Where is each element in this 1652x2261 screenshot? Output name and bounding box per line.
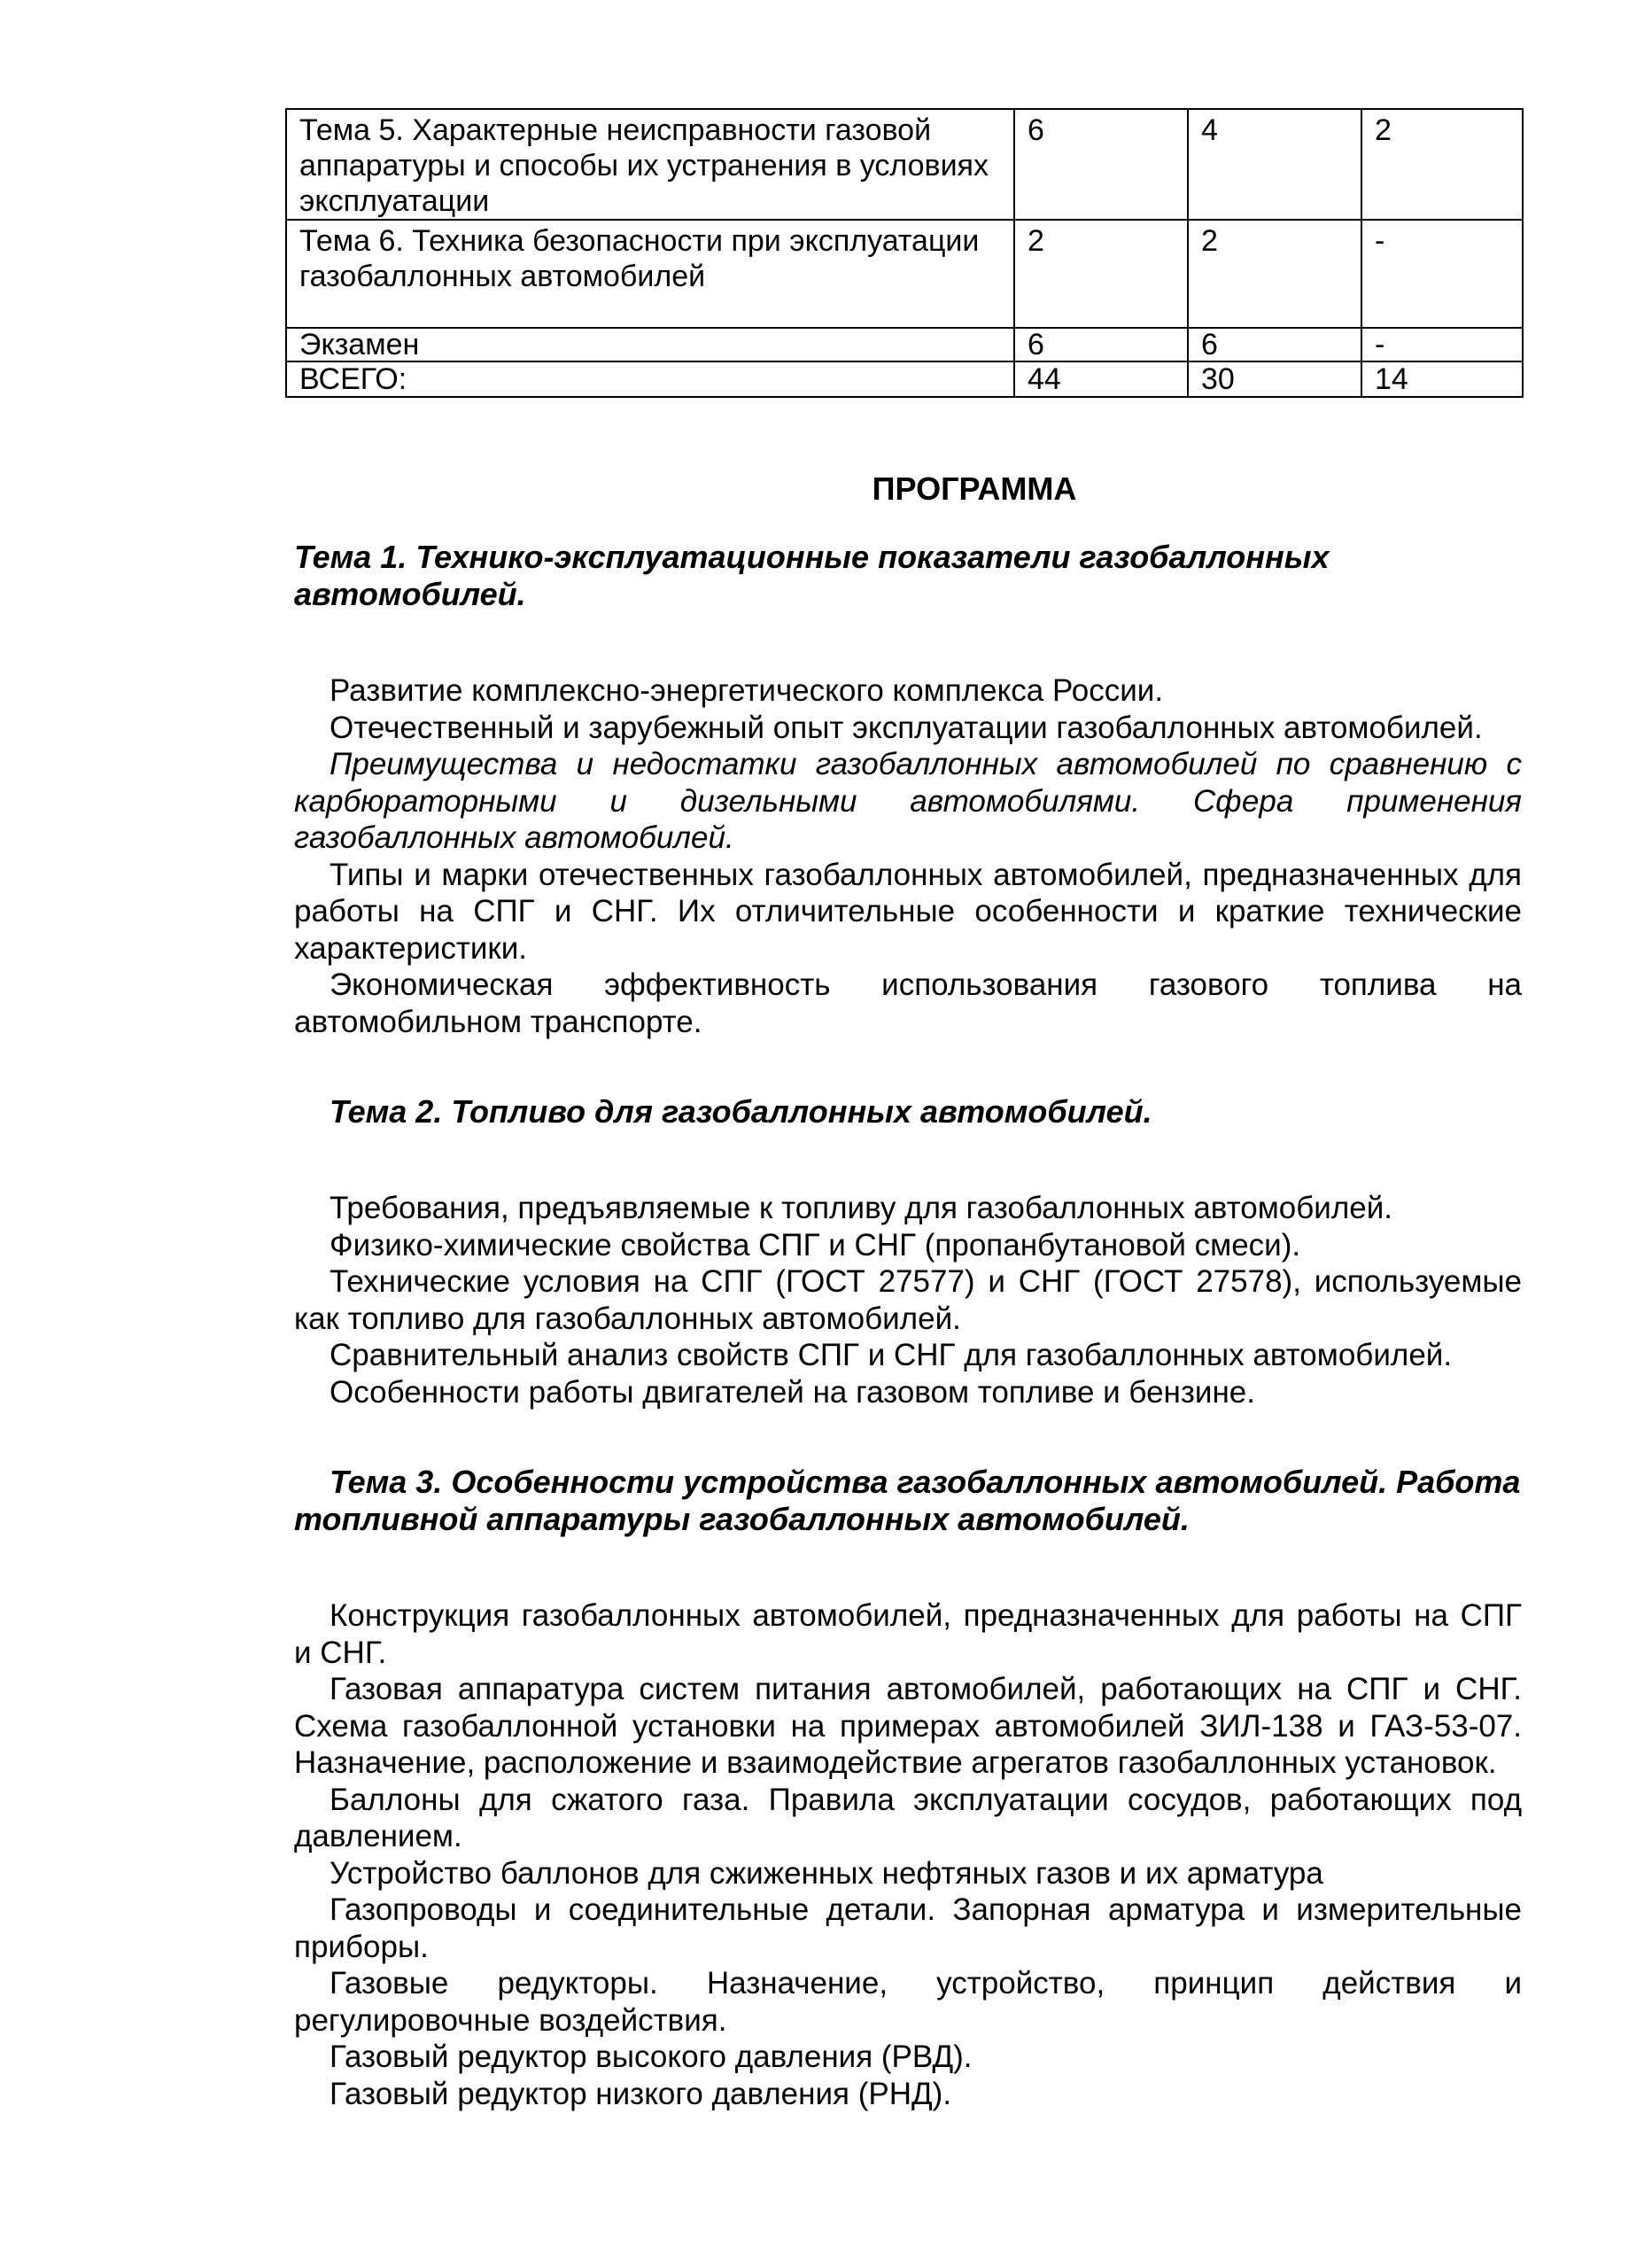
- practice-hours-cell: 14: [1361, 361, 1523, 397]
- paragraph: Сравнительный анализ свойств СПГ и СНГ для газобаллонных автомобилей.: [330, 1338, 1453, 1372]
- paragraph: Преимущества и недостатки газобаллонных автомобилей по сравнению с карбюраторными и дизельными автомобилями. Сфера применения газобаллонных автомобилей.: [294, 747, 1522, 855]
- table-row: [286, 220, 1523, 328]
- paragraph: Экономическая эффективность использования газового топлива на автомобильном транспорте.: [294, 967, 1522, 1039]
- program-body: [294, 539, 1522, 2112]
- paragraph: Особенности работы двигателей на газовом топливе и бензине.: [330, 1374, 1255, 1410]
- table-row: [286, 328, 1523, 361]
- theory-hours-cell: 2: [1188, 220, 1361, 328]
- paragraph: Газовые редукторы. Назначение, устройство, принцип действия и регулировочные воздействия.: [294, 1966, 1522, 2038]
- topic-cell: ВСЕГО:: [286, 361, 1014, 397]
- paragraph: Требования, предъявляемые к топливу для газобаллонных автомобилей.: [330, 1191, 1392, 1225]
- theory-hours-cell: 4: [1188, 109, 1361, 220]
- paragraph: Конструкция газобаллонных автомобилей, предназначенных для работы на СПГ и СНГ.: [294, 1598, 1522, 1670]
- paragraph: Газопроводы и соединительные детали. Запорная арматура и измерительные приборы.: [294, 1892, 1522, 1964]
- theory-hours-cell: 6: [1188, 328, 1361, 361]
- theory-hours-cell: 30: [1188, 361, 1361, 397]
- topic-3-title: Тема 3. Особенности устройства газобаллонных автомобилей. Работа топливной аппаратуры газобаллонных автомобилей.: [294, 1464, 1521, 1537]
- paragraph: Газовый редуктор высокого давления (РВД).: [330, 2040, 973, 2074]
- total-hours-cell: 44: [1014, 361, 1188, 397]
- hours-table: [285, 108, 1524, 398]
- total-hours-cell: 6: [1014, 328, 1188, 361]
- paragraph: Газовый редуктор низкого давления (РНД).: [330, 2076, 952, 2111]
- practice-hours-cell: -: [1361, 328, 1523, 361]
- topic-1-title: Тема 1. Технико-эксплуатационные показатели газобаллонных автомобилей.: [294, 539, 1330, 612]
- topic-2-title: Тема 2. Топливо для газобаллонных автомобилей.: [330, 1093, 1152, 1130]
- practice-hours-cell: 2: [1361, 109, 1523, 220]
- paragraph: Газовая аппаратура систем питания автомобилей, работающих на СПГ и СНГ. Схема газобаллонной установки на примерах автомобилей ЗИЛ-138 и ГАЗ-53-07. Назначение, расположение и взаимодействие агрегатов газобаллонных установок.: [294, 1672, 1522, 1780]
- paragraph: Технические условия на СПГ (ГОСТ 27577) и СНГ (ГОСТ 27578), используемые как топливо для газобаллонных автомобилей.: [294, 1264, 1522, 1336]
- paragraph: Развитие комплексно-энергетического комплекса России.: [330, 673, 1164, 708]
- paragraph: Типы и марки отечественных газобаллонных автомобилей, предназначенных для работы на СПГ и СНГ. Их отличительные особенности и краткие технические характеристики.: [294, 857, 1522, 966]
- table-row: [286, 109, 1523, 220]
- total-hours-cell: 6: [1014, 109, 1188, 220]
- table-row: [286, 361, 1523, 397]
- topic-cell: Тема 6. Техника безопасности при эксплуатации газобаллонных автомобилей: [286, 220, 1014, 328]
- topic-cell: Экзамен: [286, 328, 1014, 361]
- paragraph: Физико-химические свойства СПГ и СНГ (пропанбутановой смеси).: [330, 1227, 1301, 1263]
- paragraph: Баллоны для сжатого газа. Правила эксплуатации сосудов, работающих под давлением.: [294, 1782, 1522, 1853]
- program-heading: ПРОГРАММА: [872, 470, 1077, 507]
- topic-cell: Тема 5. Характерные неисправности газовой аппаратуры и способы их устранения в условиях эксплуатации: [286, 109, 1014, 220]
- paragraph: Отечественный и зарубежный опыт эксплуатации газобаллонных автомобилей.: [330, 710, 1483, 745]
- paragraph: Устройство баллонов для сжиженных нефтяных газов и их арматура: [330, 1855, 1323, 1891]
- total-hours-cell: 2: [1014, 220, 1188, 328]
- practice-hours-cell: -: [1361, 220, 1523, 328]
